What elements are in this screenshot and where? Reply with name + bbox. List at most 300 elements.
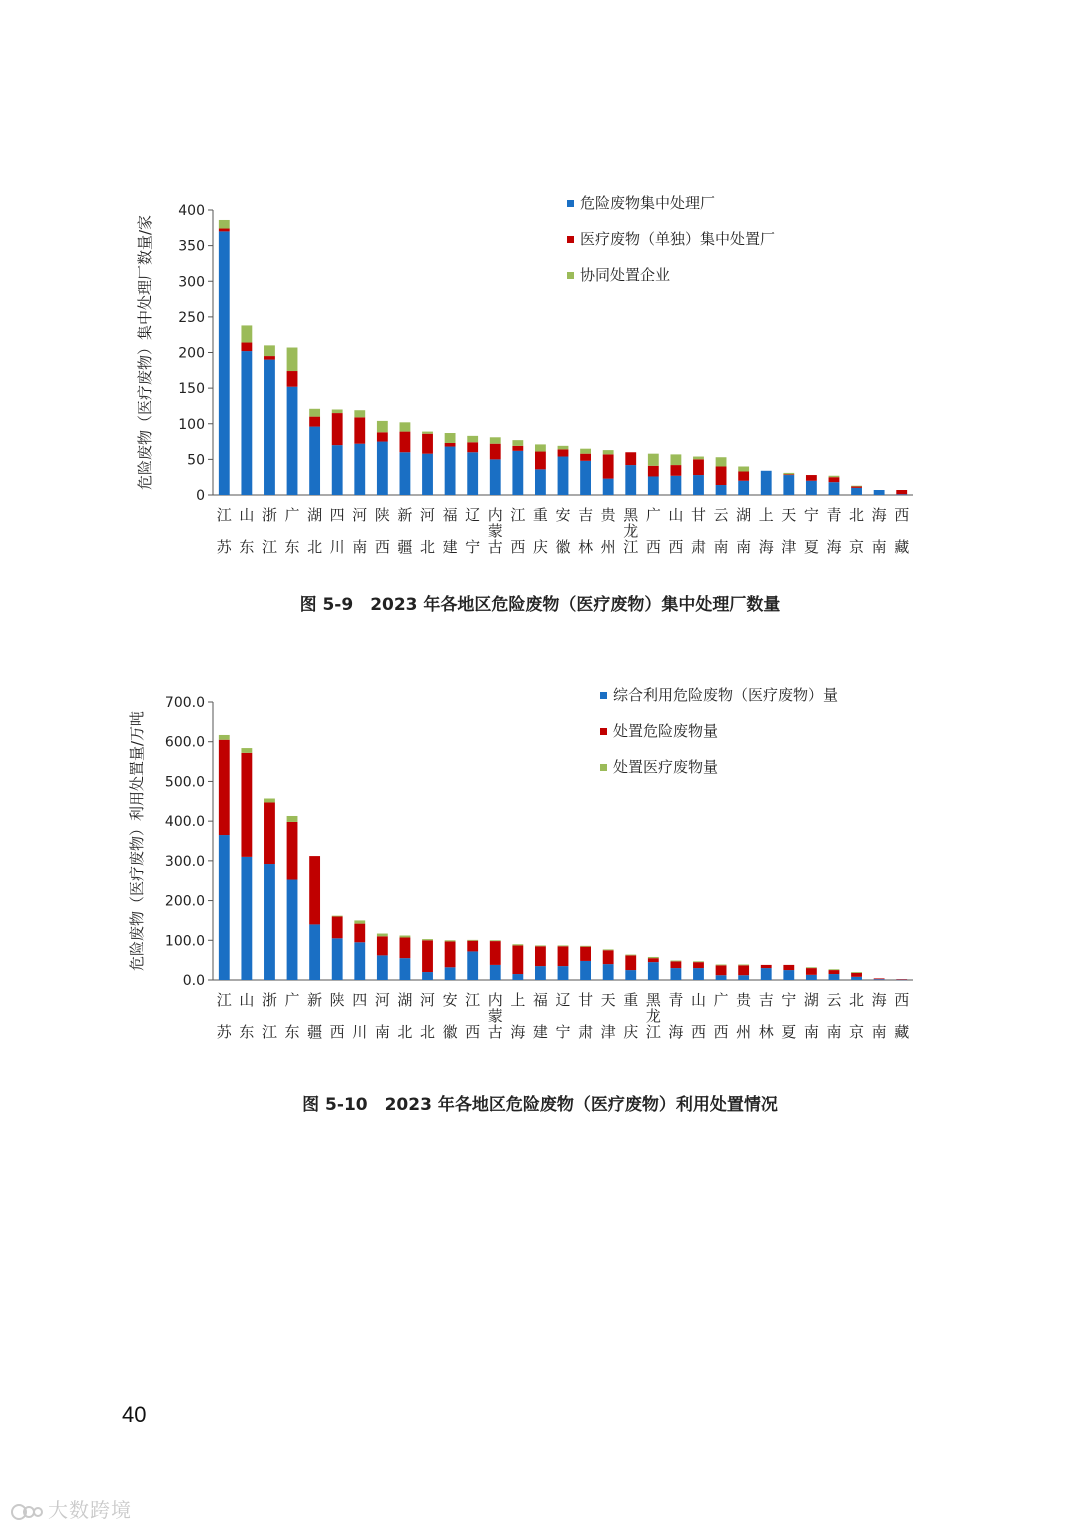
- bar-segment-1: [400, 958, 411, 980]
- bar-segment-2: [400, 938, 411, 959]
- category-label-char: 河: [352, 506, 368, 524]
- bar-segment-2: [783, 474, 794, 475]
- category-label: [352, 506, 367, 556]
- category-label-char: 北: [849, 506, 865, 524]
- category-label-char: 北: [397, 1023, 413, 1041]
- category-label-char: 北: [307, 538, 323, 556]
- bar-segment-2: [241, 753, 252, 857]
- category-label-char: 西: [645, 538, 661, 556]
- category-label-char: 上: [758, 506, 774, 524]
- category-label: [894, 991, 909, 1041]
- bar-segment-3: [219, 220, 230, 229]
- category-label-char: 吉: [758, 991, 774, 1009]
- bar-segment-3: [580, 449, 591, 454]
- category-label-char: 州: [736, 1023, 752, 1041]
- bar-segment-2: [400, 432, 411, 453]
- category-label-char: 四: [329, 506, 345, 524]
- y-tick-label: 400.0: [164, 814, 205, 831]
- category-label-char: 古: [487, 1023, 503, 1041]
- category-label: [668, 506, 683, 556]
- legend-swatch: [567, 200, 574, 207]
- bar-segment-1: [445, 447, 456, 495]
- category-label-char: 内: [487, 506, 503, 524]
- bar-segment-3: [445, 940, 456, 941]
- category-label: [736, 991, 752, 1041]
- category-label: [578, 991, 593, 1041]
- category-label-char: 辽: [465, 506, 481, 524]
- category-label: [217, 506, 233, 556]
- legend-label: 协同处置企业: [580, 266, 671, 284]
- bar-segment-1: [648, 476, 659, 495]
- bar-segment-3: [422, 432, 433, 434]
- page-number: 40: [122, 1402, 147, 1427]
- bar-segment-2: [625, 955, 636, 970]
- category-label: [217, 991, 233, 1041]
- bar-segment-2: [467, 941, 478, 952]
- category-label-char: 苏: [216, 1023, 232, 1041]
- category-label: [872, 991, 887, 1041]
- category-label-char: 北: [420, 538, 436, 556]
- bar-segment-1: [761, 471, 772, 495]
- category-label-char: 海: [668, 1023, 684, 1041]
- bar-segment-2: [535, 452, 546, 470]
- category-label: [375, 506, 390, 556]
- bar-segment-1: [625, 465, 636, 495]
- bar-segment-2: [693, 459, 704, 475]
- y-axis-title: 危险废物（医疗废物）集中处理厂数量/家: [136, 214, 154, 491]
- bar-segment-2: [512, 446, 523, 451]
- bar-segment-3: [354, 920, 365, 923]
- category-label: [781, 991, 796, 1041]
- bar-segment-1: [693, 968, 704, 980]
- bar-segment-3: [716, 965, 727, 966]
- bar-segment-2: [490, 941, 501, 965]
- bar-segment-2: [422, 434, 433, 454]
- bar-segment-2: [332, 916, 343, 938]
- category-label-char: 西: [690, 1023, 706, 1041]
- category-label-char: 州: [600, 538, 616, 556]
- bar-segment-3: [490, 940, 501, 941]
- category-label: [420, 991, 435, 1041]
- bar-segment-1: [625, 970, 636, 980]
- bar-segment-1: [783, 970, 794, 980]
- bar-segment-3: [670, 961, 681, 962]
- bar-segment-1: [580, 461, 591, 495]
- bar-segment-3: [422, 939, 433, 940]
- category-label-char: 徽: [555, 538, 571, 556]
- category-label-char: 南: [871, 1023, 887, 1041]
- category-label-char: 四: [352, 991, 368, 1009]
- bar-segment-3: [287, 816, 298, 822]
- category-label-char: 山: [668, 506, 684, 524]
- bar-segment-3: [332, 916, 343, 917]
- category-label-char: 疆: [307, 1023, 323, 1041]
- bar-segment-2: [580, 947, 591, 961]
- y-tick-label: 0.0: [182, 973, 205, 989]
- bar-segment-1: [377, 955, 388, 980]
- category-label-char: 西: [465, 1023, 481, 1041]
- bar-segment-2: [219, 740, 230, 835]
- bar-segment-2: [896, 979, 907, 980]
- category-label-char: 福: [532, 991, 548, 1009]
- bar-segment-2: [738, 471, 749, 480]
- bar-segment-1: [422, 972, 433, 980]
- category-label: [397, 506, 412, 556]
- bar-segment-1: [558, 966, 569, 980]
- bar-segment-2: [309, 417, 320, 427]
- category-label-char: 西: [894, 991, 910, 1009]
- bar-segment-3: [467, 436, 478, 442]
- legend-label: 医疗废物（单独）集中处置厂: [580, 230, 776, 248]
- bar-segment-2: [603, 454, 614, 478]
- bar-segment-2: [648, 466, 659, 477]
- category-label-char: 海: [871, 506, 887, 524]
- bar-segment-2: [558, 449, 569, 456]
- bar-segment-2: [603, 950, 614, 964]
- category-label-char: 安: [555, 506, 571, 524]
- category-label-char: 肃: [690, 538, 706, 556]
- category-label-char: 甘: [578, 991, 594, 1009]
- bar-segment-1: [670, 476, 681, 495]
- bar-segment-1: [332, 445, 343, 495]
- category-label-char: 宁: [555, 1023, 571, 1041]
- bar-segment-2: [354, 417, 365, 443]
- category-label: [488, 991, 503, 1041]
- category-label-char: 北: [420, 1023, 436, 1041]
- y-tick-label: 100.0: [164, 933, 205, 950]
- category-label: [239, 506, 254, 556]
- category-label-char: 南: [826, 1023, 842, 1041]
- category-label-char: 海: [758, 538, 774, 556]
- y-tick-label: 500.0: [164, 774, 205, 791]
- category-label-char: 龙: [623, 522, 639, 540]
- bar-segment-2: [580, 454, 591, 461]
- bar-segment-2: [670, 465, 681, 476]
- bar-segment-1: [400, 452, 411, 495]
- category-label-char: 青: [668, 991, 684, 1009]
- category-label-char: 新: [397, 506, 413, 524]
- category-label: [691, 506, 706, 556]
- bar-segment-2: [648, 958, 659, 962]
- category-label: [285, 991, 300, 1041]
- bar-segment-3: [670, 454, 681, 465]
- bar-segment-3: [738, 965, 749, 966]
- bar-segment-3: [558, 446, 569, 450]
- bar-segment-1: [580, 961, 591, 980]
- bar-segment-1: [512, 451, 523, 495]
- category-label-char: 江: [623, 538, 639, 556]
- category-label-char: 林: [578, 538, 594, 556]
- category-label-char: 海: [510, 1023, 526, 1041]
- category-label-char: 宁: [465, 538, 481, 556]
- legend-label: 处置医疗废物量: [613, 758, 719, 776]
- bar-segment-2: [558, 946, 569, 966]
- category-label: [352, 991, 367, 1041]
- bar-segment-1: [716, 485, 727, 495]
- legend-swatch: [600, 692, 607, 699]
- y-tick-label: 400: [178, 203, 205, 219]
- bar-segment-2: [445, 941, 456, 967]
- bar-segment-2: [896, 490, 907, 494]
- bar-segment-3: [648, 454, 659, 466]
- category-label: [465, 991, 480, 1041]
- bar-segment-2: [716, 965, 727, 975]
- category-label-char: 青: [826, 506, 842, 524]
- category-label-char: 西: [374, 538, 390, 556]
- category-label: [759, 991, 774, 1041]
- category-label-char: 东: [239, 1023, 255, 1041]
- category-label-char: 江: [216, 991, 232, 1009]
- category-label-char: 天: [600, 991, 616, 1009]
- category-label-char: 藏: [894, 1023, 910, 1041]
- category-label-char: 蒙: [487, 1007, 503, 1025]
- y-tick-label: 200: [178, 345, 205, 362]
- category-label-char: 西: [510, 538, 526, 556]
- category-label: [736, 506, 751, 556]
- bar-segment-1: [738, 975, 749, 980]
- bar-segment-1: [512, 974, 523, 980]
- category-label: [646, 991, 662, 1041]
- bar-segment-3: [625, 955, 636, 956]
- category-label: [285, 506, 300, 556]
- category-label-char: 重: [532, 506, 548, 524]
- category-label: [555, 506, 570, 556]
- category-label-char: 西: [894, 506, 910, 524]
- bar-segment-2: [625, 452, 636, 465]
- category-label: [262, 991, 277, 1041]
- legend-label: 处置危险废物量: [613, 722, 719, 740]
- bar-segment-2: [716, 467, 727, 486]
- category-label-char: 吉: [578, 506, 594, 524]
- category-label-char: 川: [329, 538, 345, 556]
- bar-segment-1: [287, 387, 298, 495]
- category-label: [578, 506, 593, 556]
- category-label-char: 龙: [645, 1007, 661, 1025]
- category-label: [443, 506, 458, 556]
- bar-segment-3: [693, 457, 704, 460]
- category-label: [714, 991, 729, 1041]
- category-label: [307, 991, 322, 1041]
- legend-swatch: [600, 728, 607, 735]
- bar-segment-1: [670, 968, 681, 980]
- category-label-char: 夏: [803, 538, 819, 556]
- category-label-char: 建: [442, 538, 458, 556]
- bar-segment-3: [241, 748, 252, 753]
- bar-segment-1: [490, 965, 501, 980]
- facility-count-chart: [0, 180, 1080, 580]
- category-label-char: 夏: [781, 1023, 797, 1041]
- bar-segment-1: [896, 494, 907, 495]
- category-label: [601, 991, 616, 1041]
- bar-segment-2: [851, 486, 862, 487]
- bar-segment-2: [241, 343, 252, 352]
- category-label-char: 西: [668, 538, 684, 556]
- bar-segment-2: [829, 970, 840, 974]
- category-label-char: 疆: [397, 538, 413, 556]
- category-label-char: 京: [849, 1023, 865, 1041]
- bar-segment-2: [219, 229, 230, 232]
- category-label-char: 苏: [216, 538, 232, 556]
- category-label-char: 山: [239, 991, 255, 1009]
- bar-segment-2: [445, 443, 456, 447]
- category-label: [420, 506, 435, 556]
- category-label: [646, 506, 661, 556]
- y-tick-label: 350: [178, 238, 205, 255]
- category-label-char: 浙: [261, 506, 277, 524]
- bar-segment-1: [219, 231, 230, 495]
- category-label-char: 津: [781, 538, 797, 556]
- bar-segment-1: [806, 481, 817, 495]
- category-label: [397, 991, 412, 1041]
- category-label-char: 林: [758, 1023, 774, 1041]
- category-label-char: 黑: [623, 506, 639, 524]
- category-label-char: 东: [284, 538, 300, 556]
- category-label: [623, 506, 639, 556]
- category-label: [555, 991, 570, 1041]
- category-label: [668, 991, 683, 1041]
- category-label-char: 南: [352, 538, 368, 556]
- bar-segment-1: [287, 880, 298, 980]
- category-label-char: 湖: [397, 991, 413, 1009]
- bar-segment-3: [851, 972, 862, 973]
- bar-segment-3: [309, 409, 320, 417]
- category-label: [307, 506, 322, 556]
- bar-segment-3: [219, 735, 230, 740]
- category-label-char: 东: [284, 1023, 300, 1041]
- bar-segment-3: [241, 325, 252, 342]
- bar-segment-2: [535, 946, 546, 966]
- bar-segment-2: [377, 432, 388, 441]
- category-label-char: 川: [352, 1023, 368, 1041]
- category-label-char: 广: [645, 506, 661, 524]
- bar-segment-2: [287, 822, 298, 880]
- category-label-char: 庆: [532, 538, 548, 556]
- bar-segment-2: [467, 442, 478, 452]
- category-label: [601, 506, 617, 556]
- category-label: [443, 991, 458, 1041]
- category-label-char: 山: [690, 991, 706, 1009]
- legend-swatch: [600, 764, 607, 771]
- category-label-char: 宁: [781, 991, 797, 1009]
- category-label-char: 黑: [645, 991, 661, 1009]
- bar-segment-2: [354, 924, 365, 943]
- disposal-volume-chart: [0, 672, 1080, 1072]
- y-tick-label: 150: [178, 381, 205, 398]
- bar-segment-3: [648, 957, 659, 958]
- category-label-char: 江: [510, 506, 526, 524]
- category-label: [330, 991, 345, 1041]
- category-label: [826, 991, 841, 1041]
- bar-segment-3: [445, 433, 456, 443]
- bar-segment-2: [264, 802, 275, 864]
- legend-label: 危险废物集中处理厂: [580, 194, 716, 212]
- category-label-char: 陕: [374, 506, 390, 524]
- bar-segment-3: [806, 967, 817, 968]
- category-label-char: 内: [487, 991, 503, 1009]
- category-label-char: 上: [510, 991, 526, 1009]
- bar-segment-2: [287, 371, 298, 387]
- bar-segment-2: [738, 965, 749, 975]
- category-label-char: 南: [713, 538, 729, 556]
- bar-segment-2: [806, 475, 817, 481]
- bar-segment-1: [603, 479, 614, 495]
- category-label: [849, 991, 864, 1041]
- bar-segment-2: [806, 968, 817, 975]
- bar-segment-1: [783, 475, 794, 495]
- category-label-char: 宁: [803, 506, 819, 524]
- category-label-char: 辽: [555, 991, 571, 1009]
- bar-segment-2: [332, 413, 343, 445]
- bar-segment-3: [829, 476, 840, 477]
- watermark-text: 大数跨境: [48, 1498, 132, 1522]
- category-label-char: 东: [239, 538, 255, 556]
- bar-segment-1: [829, 974, 840, 980]
- watermark-logo-icon: [10, 1502, 44, 1522]
- bar-segment-1: [309, 924, 320, 980]
- bar-segment-3: [264, 345, 275, 356]
- bar-segment-3: [377, 934, 388, 937]
- bar-segment-3: [580, 946, 591, 947]
- bar-segment-3: [467, 940, 478, 941]
- category-label: [533, 506, 548, 556]
- bar-segment-1: [264, 360, 275, 495]
- category-label: [781, 506, 796, 556]
- category-label-char: 新: [307, 991, 323, 1009]
- bar-segment-3: [693, 961, 704, 962]
- bar-segment-3: [287, 348, 298, 372]
- bar-segment-1: [716, 975, 727, 980]
- y-tick-label: 50: [187, 452, 205, 469]
- legend-swatch: [567, 272, 574, 279]
- bar-segment-1: [761, 968, 772, 980]
- category-label-char: 山: [239, 506, 255, 524]
- category-label-char: 南: [871, 538, 887, 556]
- bar-segment-2: [670, 961, 681, 968]
- bar-segment-1: [219, 835, 230, 980]
- figure-caption-5-10: 图 5-10 2023 年各地区危险废物（医疗废物）利用处置情况: [302, 1095, 778, 1115]
- category-label: [623, 991, 638, 1041]
- category-label: [804, 506, 819, 556]
- category-label-char: 藏: [894, 538, 910, 556]
- category-label-char: 甘: [690, 506, 706, 524]
- category-label-char: 福: [442, 506, 458, 524]
- category-label-char: 庆: [623, 1023, 639, 1041]
- bar-segment-2: [490, 444, 501, 460]
- category-label: [330, 506, 345, 556]
- bar-segment-1: [535, 469, 546, 495]
- category-label-char: 贵: [736, 991, 752, 1009]
- category-label-char: 天: [781, 506, 797, 524]
- category-label: [714, 506, 729, 556]
- category-label-char: 江: [645, 1023, 661, 1041]
- category-label-char: 广: [284, 991, 300, 1009]
- category-label-char: 浙: [261, 991, 277, 1009]
- category-label-char: 湖: [803, 991, 819, 1009]
- bar-segment-2: [829, 477, 840, 482]
- bar-segment-1: [467, 951, 478, 980]
- category-label-char: 陕: [329, 991, 345, 1009]
- category-label: [510, 991, 525, 1041]
- bar-segment-1: [309, 427, 320, 495]
- y-tick-label: 600.0: [164, 734, 205, 751]
- bar-segment-1: [332, 938, 343, 980]
- bar-segment-3: [738, 467, 749, 472]
- bar-segment-1: [558, 457, 569, 495]
- category-label-char: 云: [826, 991, 842, 1009]
- bar-segment-3: [400, 936, 411, 938]
- category-label-char: 肃: [578, 1023, 594, 1041]
- category-label-char: 津: [600, 1023, 616, 1041]
